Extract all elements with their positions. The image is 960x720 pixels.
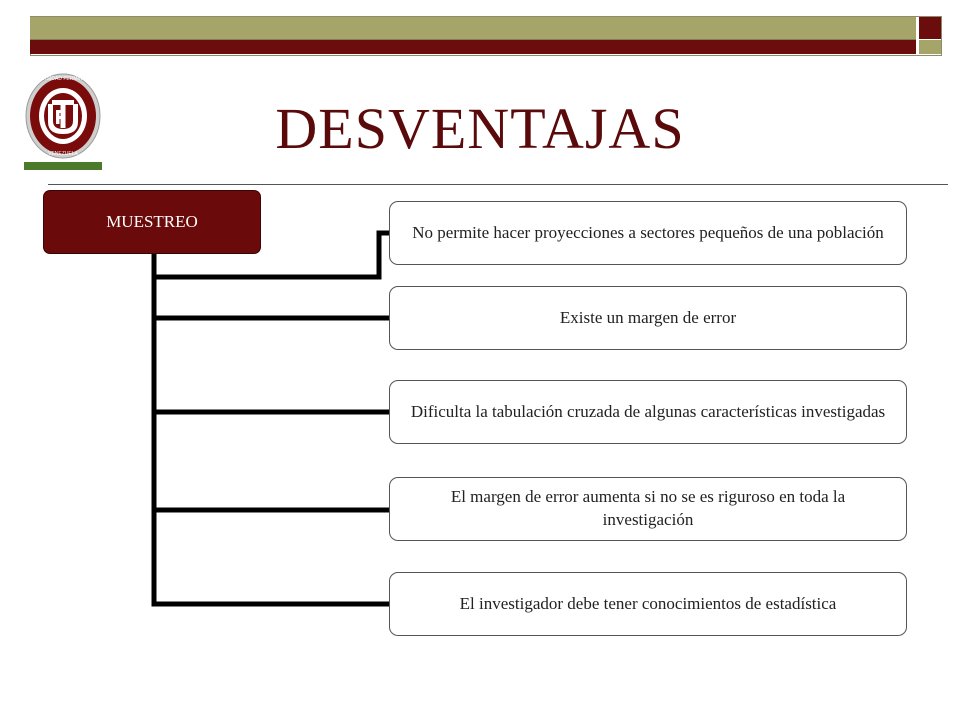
- child-node-4: [389, 477, 907, 541]
- child-node-label: Existe un margen de error: [559, 307, 737, 327]
- child-node-label: Dificulta la tabulación cruzada de algunas características investigadas: [410, 401, 886, 421]
- child-node-label: El investigador debe tener conocimientos de estadística: [459, 593, 837, 613]
- child-node-5: [389, 572, 907, 636]
- root-node-muestreo: [43, 190, 261, 254]
- root-node-label: MUESTREO: [106, 212, 198, 231]
- child-node-label: No permite hacer proyecciones a sectores pequeños de una población: [412, 222, 884, 242]
- child-node-3: [389, 380, 907, 444]
- child-node-2: [389, 286, 907, 350]
- page-title: DESVENTAJAS: [275, 96, 685, 161]
- logo-bottom-text: VENEZUELA: [48, 151, 78, 157]
- child-node-1: [389, 201, 907, 265]
- logo-ring-text: UNIVERSIDAD FERMIN TORO: [27, 76, 99, 82]
- child-node-label: El margen de error aumenta si no se es riguroso en toda la investigación: [450, 487, 846, 529]
